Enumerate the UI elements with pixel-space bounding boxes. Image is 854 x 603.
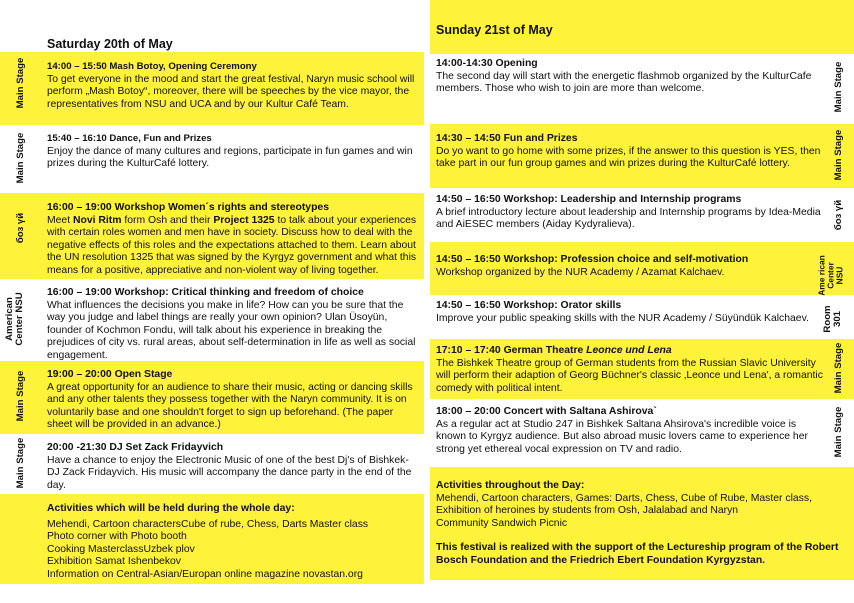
sun-entry-orator bbox=[430, 295, 854, 339]
location-label: Main Stage bbox=[833, 61, 844, 113]
sunday-title-band bbox=[430, 0, 854, 54]
activity-item: Mehendi, Cartoon characters, Games: Darts, Chess, Cube of Rube, Master class, Exhibition of heroines by students from Osh, Jalalabad and Naryn bbox=[436, 492, 812, 517]
entry-body: To get everyone in the mood and start the great festival, Naryn music school will perform „Mash Botoy“, moreover, there will be speeches by the vice mayor, the representatives from NSU and UCA and by our Kultur Café Team. bbox=[47, 73, 415, 110]
activity-item: Community Sandwich Picnic bbox=[436, 517, 568, 529]
activities-heading: Activities which will be held during the whole day: bbox=[47, 503, 295, 514]
entry-body: A brief introductory lecture about leadership and Internship programs by Idea-Media and AiESEC members (Aiday Kydyralieva). bbox=[436, 206, 821, 231]
entry-heading: 17:10 – 17:40 German Theatre Leonce und Lena bbox=[436, 345, 672, 356]
sun-entry-theatre bbox=[430, 339, 854, 399]
entry-body: Meet Novi Ritm form Osh and their Project 1325 to talk about your experiences with certain roles women and men have in society. Discuss how to deal with the negative effects of this roles and the expectations attached to them. Learn about the UN resolution 1325 that was signed by the Kyrgyz government and what this means for a positive, appreciative and non-violent way of living together. bbox=[47, 214, 417, 276]
sunday-title: Sunday 21st of May bbox=[436, 23, 553, 37]
entry-body: Improve your public speaking skills with the NUR Academy / Süyündük Kalchaev. bbox=[436, 312, 809, 324]
sun-entry-concert bbox=[430, 399, 854, 467]
entry-heading: 14:30 – 14:50 Fun and Prizes bbox=[436, 133, 578, 144]
location-label: Main Stage bbox=[833, 406, 844, 458]
saturday-title: Saturday 20th of May bbox=[47, 37, 173, 51]
location-label: Room 301 bbox=[822, 305, 843, 333]
activities-heading: Activities throughout the Day: bbox=[436, 480, 585, 491]
location-label: American Center NSU bbox=[4, 292, 25, 346]
sun-entry-profession bbox=[430, 242, 854, 295]
sat-entry-open-stage bbox=[0, 361, 424, 434]
entry-heading: 18:00 – 20:00 Concert with Saltana Ashirova` bbox=[436, 406, 657, 417]
location-label: Main Stage bbox=[833, 129, 844, 181]
sat-entry-dj-set bbox=[0, 434, 424, 494]
support-note: This festival is realized with the support of the Lectureship program of the Robert Bosch Foundation and the Friedrich Ebert Foundation Kyrgyzstan. bbox=[436, 542, 839, 566]
location-label: Ame rican Center NSU bbox=[816, 255, 845, 296]
activity-item: Information on Central-Asian/Europan online magazine novastan.org bbox=[47, 568, 363, 580]
activity-item: Exhibition Samat Ishenbekov bbox=[47, 556, 182, 568]
entry-heading: 16:00 – 19:00 Workshop: Critical thinking and freedom of choice bbox=[47, 287, 364, 298]
sat-entry-womens-rights bbox=[0, 193, 424, 279]
location-label: Main Stage bbox=[15, 132, 26, 184]
sun-entry-leadership bbox=[430, 188, 854, 242]
location-label: Main Stage bbox=[15, 57, 26, 109]
entry-heading: 14:50 – 16:50 Workshop: Profession choice and self-motivation bbox=[436, 254, 749, 265]
entry-heading: 19:00 – 20:00 Open Stage bbox=[47, 369, 173, 380]
entry-heading: 15:40 – 16:10 Dance, Fun and Prizes bbox=[47, 133, 212, 144]
entry-body: Workshop organized by the NUR Academy / Azamat Kalchaev. bbox=[436, 266, 725, 278]
location-label: Main Stage bbox=[15, 437, 26, 489]
sat-entry-dance bbox=[0, 125, 424, 193]
entry-body: The Bishkek Theatre group of German students from the Russian Slavic University will perform their adaption of Georg Büchner's classic ‚Leonce und Lena', a romantic comedy with political intent. bbox=[436, 357, 823, 394]
activity-item: Mehendi, Cartoon charactersCube of rube, Chess, Darts Master class bbox=[47, 518, 369, 530]
sat-entry-critical-thinking bbox=[0, 279, 424, 361]
activity-item: Cooking MasterclassUzbek plov bbox=[47, 543, 195, 555]
location-label: боз үй bbox=[833, 199, 844, 231]
entry-body: Do yo want to go home with some prizes, if the answer to this question is YES, then take part in our fun group games and win prizes during the KulturCafé lottery. bbox=[436, 145, 821, 170]
sunday-column bbox=[430, 54, 854, 603]
sun-activities bbox=[430, 467, 854, 580]
activity-item: Photo corner with Photo booth bbox=[47, 531, 187, 543]
sat-entry-opening bbox=[0, 52, 424, 125]
entry-heading: 20:00 -21:30 DJ Set Zack Fridayvich bbox=[47, 442, 224, 453]
sun-entry-fun-prizes bbox=[430, 124, 854, 188]
sun-entry-opening bbox=[430, 54, 854, 124]
entry-heading: 14:00-14:30 Opening bbox=[436, 58, 538, 69]
entry-body: The second day will start with the energetic flashmob organized by the KulturCafe members. Those who wish to join are more than welcome. bbox=[436, 70, 812, 95]
entry-heading: 16:00 – 19:00 Workshop Women´s rights and stereotypes bbox=[47, 202, 329, 213]
entry-body: Have a chance to enjoy the Electronic Music of one of the best Dj's of Bishkek-DJ Zack Fridayvich. His music will accompany the dance party in the end of the day. bbox=[47, 454, 412, 491]
entry-body: As a regular act at Studio 247 in Bishkek Saltana Ahsirova's incredible voice is known to Kyrgyz audience. But also abroad music lovers came to experience her strong yet ethereal vocal expression on TV and radio. bbox=[436, 418, 808, 455]
location-label: боз үй bbox=[15, 212, 26, 244]
entry-body: What influences the decisions you make in life? How can you be sure that the way you judge and label things are really your own opinion? Ulan Üsoyün, founder of Kochmon Fondu, will talk about his experience in breaking the prejudices of city vs. rural areas, about self-determination in life as well as social engagement. bbox=[47, 299, 416, 361]
entry-heading: 14:00 – 15:50 Mash Botoy, Opening Ceremony bbox=[47, 61, 257, 72]
location-label: Main Stage bbox=[833, 342, 844, 394]
entry-heading: 14:50 – 16:50 Workshop: Orator skills bbox=[436, 300, 622, 311]
entry-body: A great opportunity for an audience to share their music, acting or dancing skills and any other talents they possess together with the Naryn community. It is on voluntarily base and one shouldn't forget to sign up beforehand. (The paper sheet will be provided in an advance.) bbox=[47, 381, 413, 431]
entry-body: Enjoy the dance of many cultures and regions, participate in fun games and win prizes during the KulturCafé lottery. bbox=[47, 145, 413, 170]
entry-heading: 14:50 – 16:50 Workshop: Leadership and Internship programs bbox=[436, 194, 742, 205]
location-label: Main Stage bbox=[15, 370, 26, 422]
sat-activities bbox=[0, 494, 424, 584]
